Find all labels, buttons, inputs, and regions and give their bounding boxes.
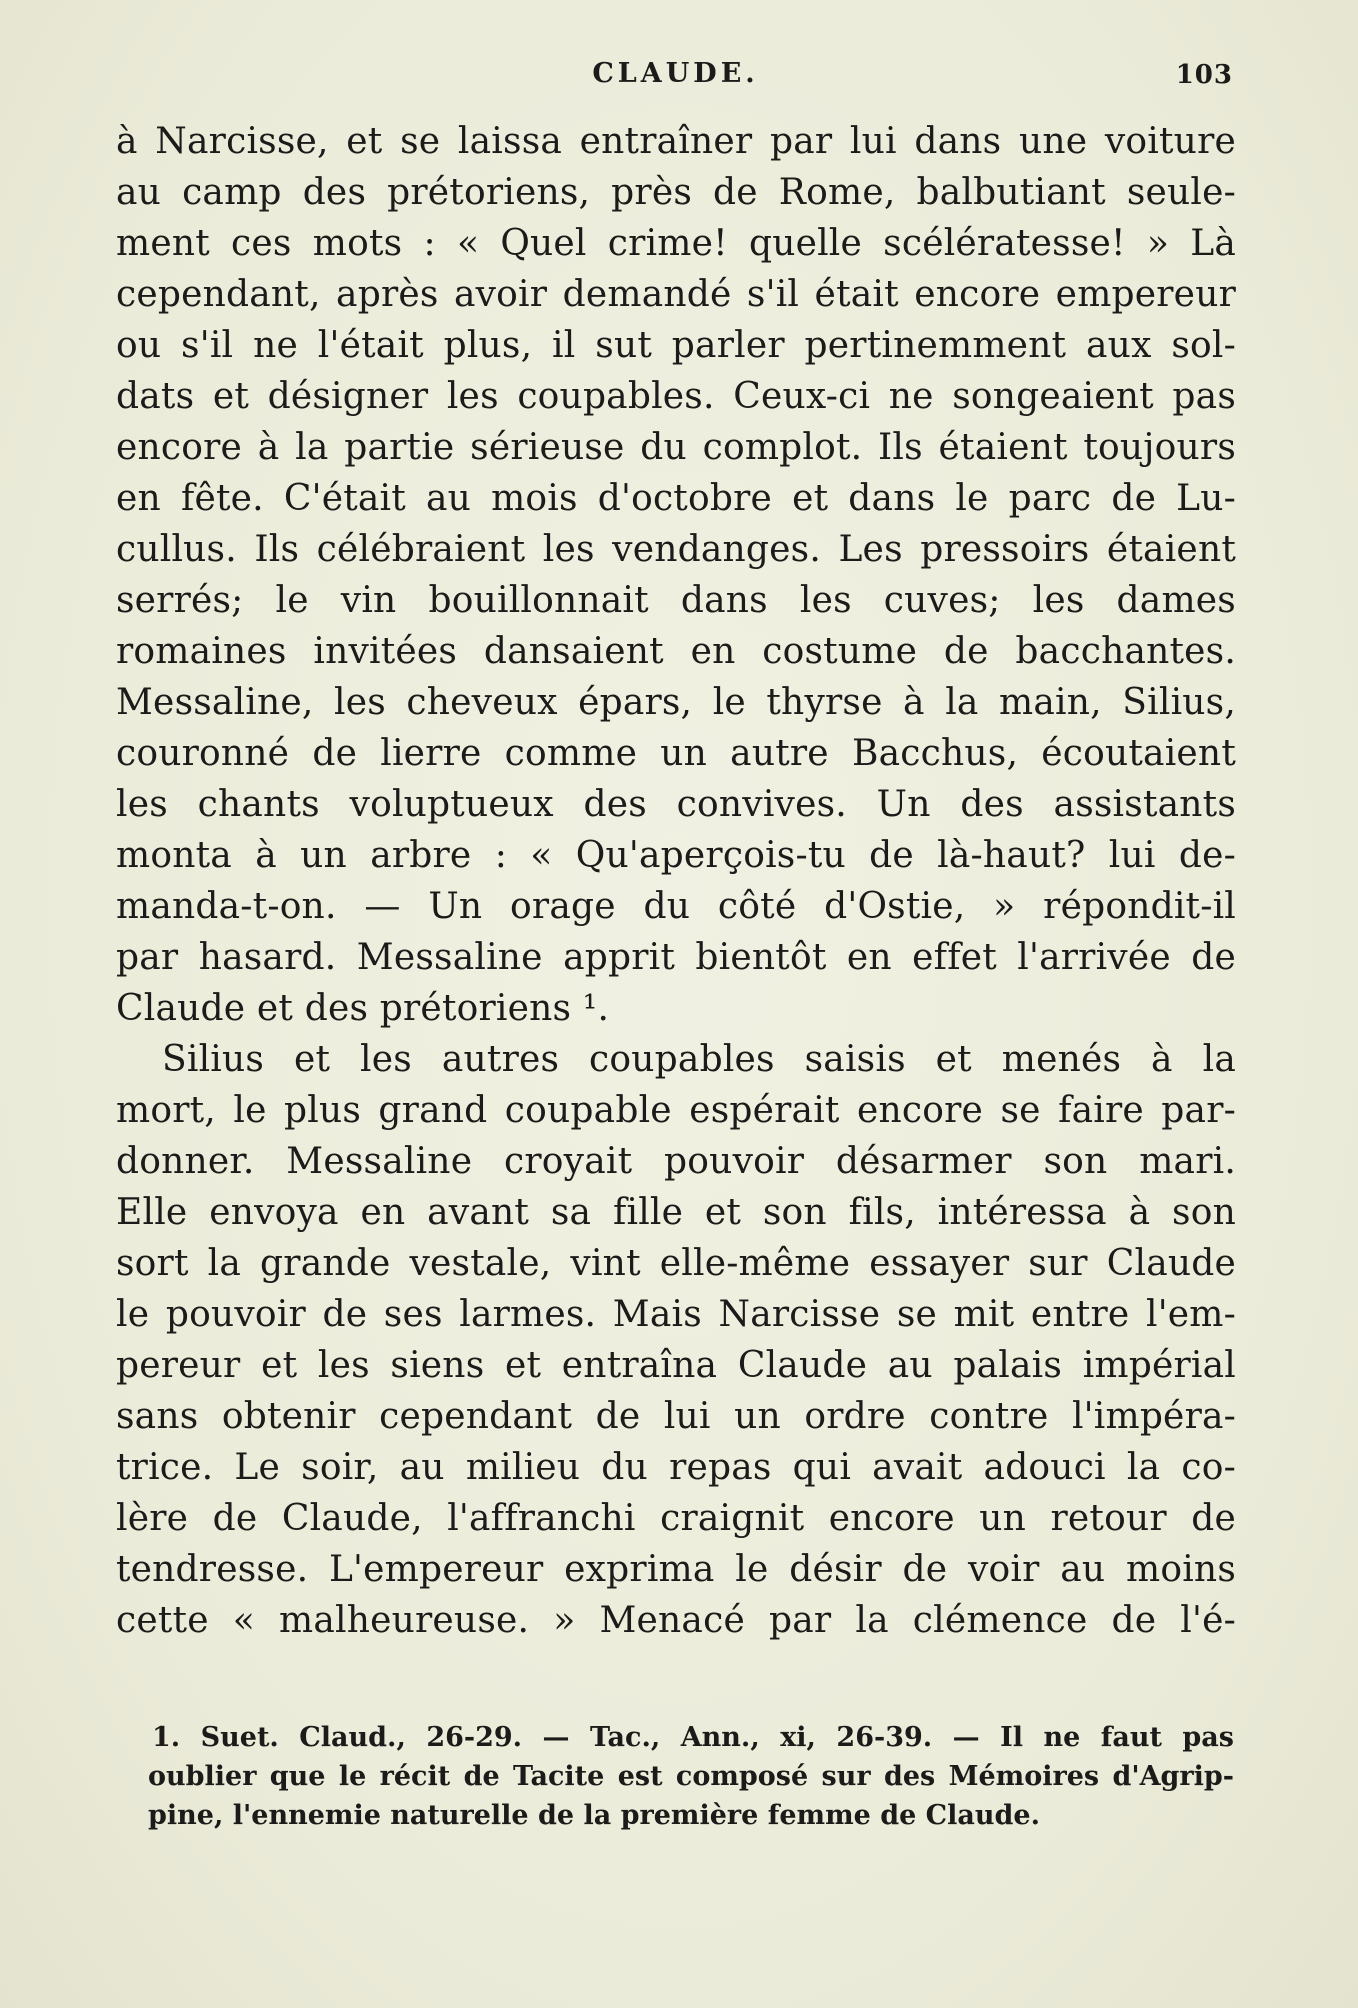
running-head bbox=[118, 58, 1233, 98]
text-line: le pouvoir de ses larmes. Mais Narcisse se mit entre l'em- bbox=[116, 1294, 1236, 1335]
text-line: encore à la partie sérieuse du complot. Ils étaient toujours bbox=[116, 427, 1236, 468]
text-line: mort, le plus grand coupable espérait encore se faire par- bbox=[116, 1090, 1236, 1131]
text-line: monta à un arbre : « Qu'aperçois-tu de là-haut? lui de- bbox=[116, 835, 1236, 876]
running-title: CLAUDE. bbox=[592, 58, 759, 89]
text-line: sans obtenir cependant de lui un ordre contre l'impéra- bbox=[116, 1396, 1236, 1437]
text-line: ou s'il ne l'était plus, il sut parler pertinemment aux sol- bbox=[116, 325, 1236, 366]
text-line: romaines invitées dansaient en costume de bacchantes. bbox=[116, 631, 1236, 672]
footnotes bbox=[148, 1718, 1234, 1835]
text-line: Messaline, les cheveux épars, le thyrse à la main, Silius, bbox=[116, 682, 1236, 723]
text-line: donner. Messaline croyait pouvoir désarmer son mari. bbox=[116, 1141, 1236, 1182]
footnote-line: pine, l'ennemie naturelle de la première femme de Claude. bbox=[148, 1800, 1041, 1831]
text-line: lère de Claude, l'affranchi craignit encore un retour de bbox=[116, 1498, 1236, 1539]
text-line: sort la grande vestale, vint elle-même essayer sur Claude bbox=[116, 1243, 1236, 1284]
text-line: pereur et les siens et entraîna Claude au palais impérial bbox=[116, 1345, 1236, 1386]
text-line: à Narcisse, et se laissa entraîner par lui dans une voiture bbox=[116, 121, 1236, 162]
text-line: par hasard. Messaline apprit bientôt en effet l'arrivée de bbox=[116, 937, 1236, 978]
text-line: Silius et les autres coupables saisis et menés à la bbox=[162, 1039, 1236, 1080]
page-number: 103 bbox=[1175, 60, 1233, 90]
text-line: cette « malheureuse. » Menacé par la clémence de l'é- bbox=[116, 1600, 1236, 1641]
text-line: les chants voluptueux des convives. Un des assistants bbox=[116, 784, 1236, 825]
text-line: trice. Le soir, au milieu du repas qui avait adouci la co- bbox=[116, 1447, 1236, 1488]
text-line: manda-t-on. — Un orage du côté d'Ostie, » répondit-il bbox=[116, 886, 1236, 927]
text-line: en fête. C'était au mois d'octobre et dans le parc de Lu- bbox=[116, 478, 1236, 519]
text-line: couronné de lierre comme un autre Bacchus, écoutaient bbox=[116, 733, 1236, 774]
body-text bbox=[116, 116, 1236, 1646]
text-line: au camp des prétoriens, près de Rome, balbutiant seule- bbox=[116, 172, 1236, 213]
footnote-line: oublier que le récit de Tacite est composé sur des Mémoires d'Agrip- bbox=[148, 1761, 1234, 1792]
text-line: serrés; le vin bouillonnait dans les cuves; les dames bbox=[116, 580, 1236, 621]
text-line: dats et désigner les coupables. Ceux-ci ne songeaient pas bbox=[116, 376, 1236, 417]
text-line: Elle envoya en avant sa fille et son fils, intéressa à son bbox=[116, 1192, 1236, 1233]
text-line: ment ces mots : « Quel crime! quelle scélératesse! » Là bbox=[116, 223, 1236, 264]
footnote-line: 1. Suet. Claud., 26-29. — Tac., Ann., xi, 26-39. — Il ne faut pas bbox=[152, 1722, 1234, 1753]
text-line: cependant, après avoir demandé s'il était encore empereur bbox=[116, 274, 1236, 315]
text-line: cullus. Ils célébraient les vendanges. Les pressoirs étaient bbox=[116, 529, 1236, 570]
text-line: tendresse. L'empereur exprima le désir de voir au moins bbox=[116, 1549, 1236, 1590]
text-line: Claude et des prétoriens ¹. bbox=[116, 988, 610, 1029]
